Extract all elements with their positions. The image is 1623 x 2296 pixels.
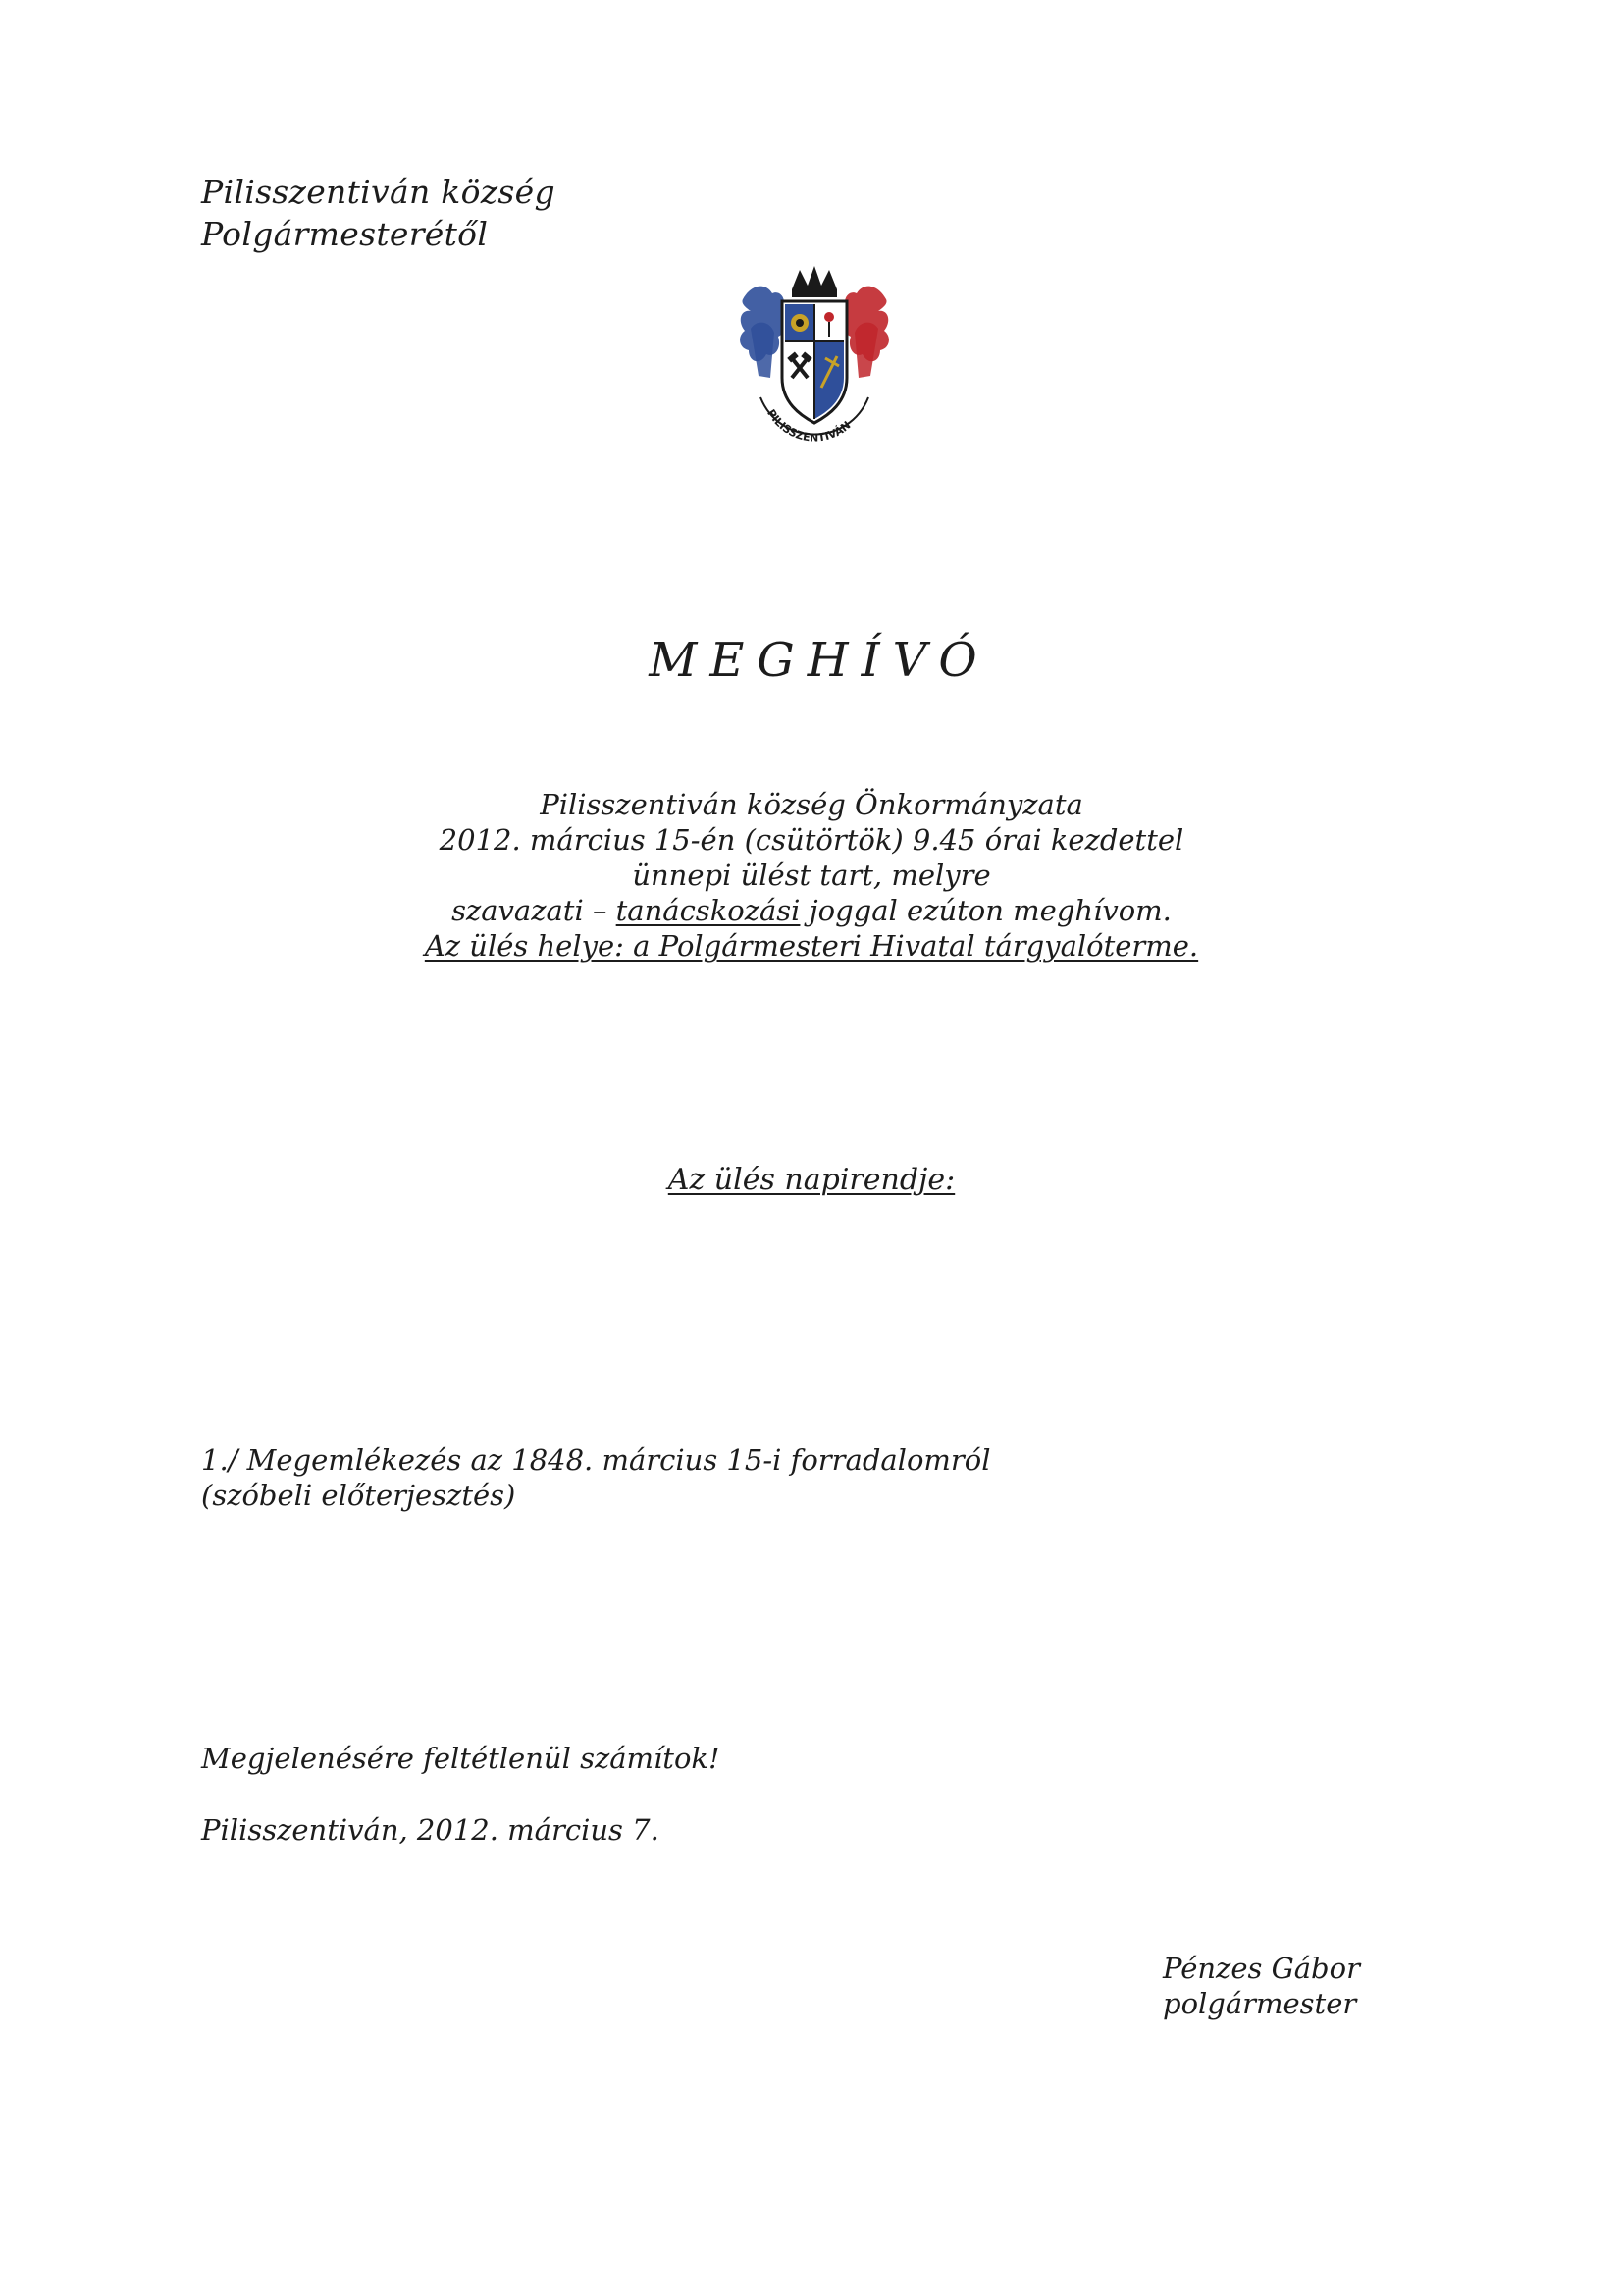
coat-of-arms-graphic bbox=[731, 260, 898, 461]
sender-line-office: Polgármesterétől bbox=[201, 215, 489, 253]
agenda-list bbox=[201, 1442, 991, 1513]
invitation-block bbox=[0, 787, 1623, 964]
signatory-role: polgármester bbox=[1163, 1987, 1357, 2020]
invitation-line-rights bbox=[0, 893, 1623, 928]
signature-block bbox=[1163, 1951, 1360, 2021]
agenda-heading: Az ülés napirendje: bbox=[667, 1163, 956, 1197]
place-date: Pilisszentiván, 2012. március 7. bbox=[201, 1813, 659, 1847]
closing-line: Megjelenésére feltétlenül számítok! bbox=[201, 1742, 720, 1775]
invitation-line-session: ünnepi ülést tart, melyre bbox=[632, 859, 991, 892]
invitation-rights-underlined: tanácskozási bbox=[615, 894, 801, 927]
coat-of-arms-icon bbox=[731, 260, 898, 461]
sender-line-municipality: Pilisszentiván község bbox=[201, 173, 555, 211]
invitation-rights-suffix: joggal ezúton meghívom. bbox=[800, 894, 1172, 927]
agenda-item-note: (szóbeli előterjesztés) bbox=[201, 1479, 516, 1512]
crest-ribbon-label: PILISSZENTIVÁN bbox=[764, 406, 854, 444]
invitation-rights-prefix: szavazati – bbox=[451, 894, 616, 927]
invitation-line-council: Pilisszentiván község Önkormányzata bbox=[540, 788, 1083, 821]
page-title: MEGHÍVÓ bbox=[649, 633, 990, 688]
signatory-name: Pénzes Gábor bbox=[1163, 1952, 1360, 1985]
invitation-line-datetime: 2012. március 15-én (csütörtök) 9.45 órai kezdettel bbox=[439, 823, 1184, 857]
agenda-item-title: 1./ Megemlékezés az 1848. március 15-i forradalomról bbox=[201, 1443, 991, 1477]
sender-block bbox=[201, 171, 555, 255]
invitation-line-venue: Az ülés helye: a Polgármesteri Hivatal tárgyalóterme. bbox=[424, 929, 1199, 963]
